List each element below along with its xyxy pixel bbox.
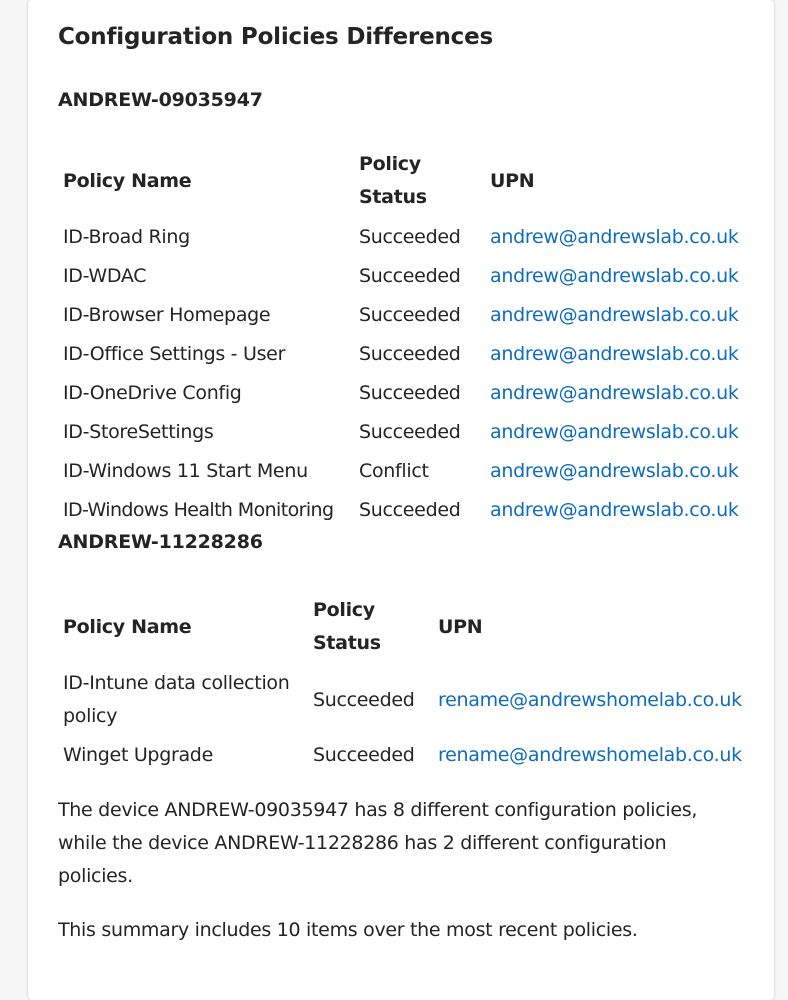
policy-status: Conflict bbox=[359, 460, 429, 482]
policy-name: ID-Office Settings - User bbox=[63, 343, 286, 365]
policy-name: Winget Upgrade bbox=[63, 744, 213, 766]
policy-status: Succeeded bbox=[359, 226, 461, 248]
policy-name: ID-Intune data collection policy bbox=[63, 672, 290, 727]
column-header-policy-status bbox=[308, 590, 433, 664]
upn-link[interactable]: andrew@andrewslab.co.uk bbox=[490, 265, 739, 287]
upn-cell bbox=[485, 296, 744, 335]
upn-cell bbox=[433, 736, 747, 775]
device-heading-1: ANDREW-09035947 bbox=[58, 89, 263, 111]
policy-status: Succeeded bbox=[313, 688, 415, 711]
table-row bbox=[58, 452, 744, 491]
upn-link[interactable]: rename@andrewshomelab.co.uk bbox=[438, 744, 742, 766]
policy-name: ID-StoreSettings bbox=[63, 421, 214, 443]
policy-name: ID-Windows Health Monitoring bbox=[63, 499, 334, 521]
policy-name: ID-Browser Homepage bbox=[63, 304, 271, 326]
table-row bbox=[58, 335, 744, 374]
page-title: Configuration Policies Differences bbox=[58, 24, 493, 50]
policy-status: Succeeded bbox=[359, 343, 461, 365]
upn-link[interactable]: andrew@andrewslab.co.uk bbox=[490, 460, 739, 482]
policy-status: Succeeded bbox=[359, 265, 461, 287]
column-header-upn: UPN bbox=[438, 615, 483, 638]
upn-link[interactable]: andrew@andrewslab.co.uk bbox=[490, 343, 739, 365]
column-header-policy-name: Policy Name bbox=[63, 615, 192, 638]
column-header-policy-status-text: Policy Status bbox=[313, 599, 381, 654]
upn-link[interactable]: andrew@andrewslab.co.uk bbox=[490, 226, 739, 248]
upn-cell bbox=[433, 664, 747, 736]
footer-paragraph: This summary includes 10 items over the most recent policies. bbox=[58, 919, 638, 941]
table-header-row bbox=[58, 590, 747, 664]
policy-status: Succeeded bbox=[313, 744, 415, 766]
column-header-policy-status: Policy Status bbox=[359, 153, 427, 208]
policy-table-device-1 bbox=[58, 144, 744, 530]
upn-cell bbox=[485, 218, 744, 257]
table-row bbox=[58, 736, 747, 775]
policy-status: Succeeded bbox=[359, 499, 461, 521]
upn-link[interactable]: rename@andrewshomelab.co.uk bbox=[438, 688, 742, 711]
table-row bbox=[58, 374, 744, 413]
table-row bbox=[58, 257, 744, 296]
policy-status: Succeeded bbox=[359, 421, 461, 443]
device-heading-2: ANDREW-11228286 bbox=[58, 531, 263, 553]
upn-link[interactable]: andrew@andrewslab.co.uk bbox=[490, 382, 739, 404]
upn-cell bbox=[485, 413, 744, 452]
column-header-upn: UPN bbox=[490, 169, 535, 192]
upn-link[interactable]: andrew@andrewslab.co.uk bbox=[490, 421, 739, 443]
upn-link[interactable]: andrew@andrewslab.co.uk bbox=[490, 304, 739, 326]
upn-cell bbox=[485, 374, 744, 413]
policy-name: ID-OneDrive Config bbox=[63, 382, 242, 404]
summary-paragraph: The device ANDREW-09035947 has 8 different configuration policies, while the device ANDREW-11228286 has 2 different configuration policies. bbox=[58, 799, 698, 887]
upn-link[interactable]: andrew@andrewslab.co.uk bbox=[490, 499, 739, 521]
table-row bbox=[58, 413, 744, 452]
policy-name: ID-Windows 11 Start Menu bbox=[63, 460, 308, 482]
column-header-policy-name: Policy Name bbox=[63, 169, 192, 192]
table-row bbox=[58, 296, 744, 335]
upn-cell bbox=[485, 335, 744, 374]
upn-cell bbox=[485, 491, 744, 530]
policy-status: Succeeded bbox=[359, 382, 461, 404]
response-card bbox=[28, 0, 774, 1000]
upn-cell bbox=[485, 257, 744, 296]
table-row bbox=[58, 664, 747, 736]
table-row bbox=[58, 218, 744, 257]
policy-status: Succeeded bbox=[359, 304, 461, 326]
table-row bbox=[58, 491, 744, 530]
policy-name: ID-WDAC bbox=[63, 265, 147, 287]
policy-name: ID-Broad Ring bbox=[63, 226, 190, 248]
policy-table-device-2 bbox=[58, 590, 747, 775]
table-header-row bbox=[58, 144, 744, 218]
upn-cell bbox=[485, 452, 744, 491]
